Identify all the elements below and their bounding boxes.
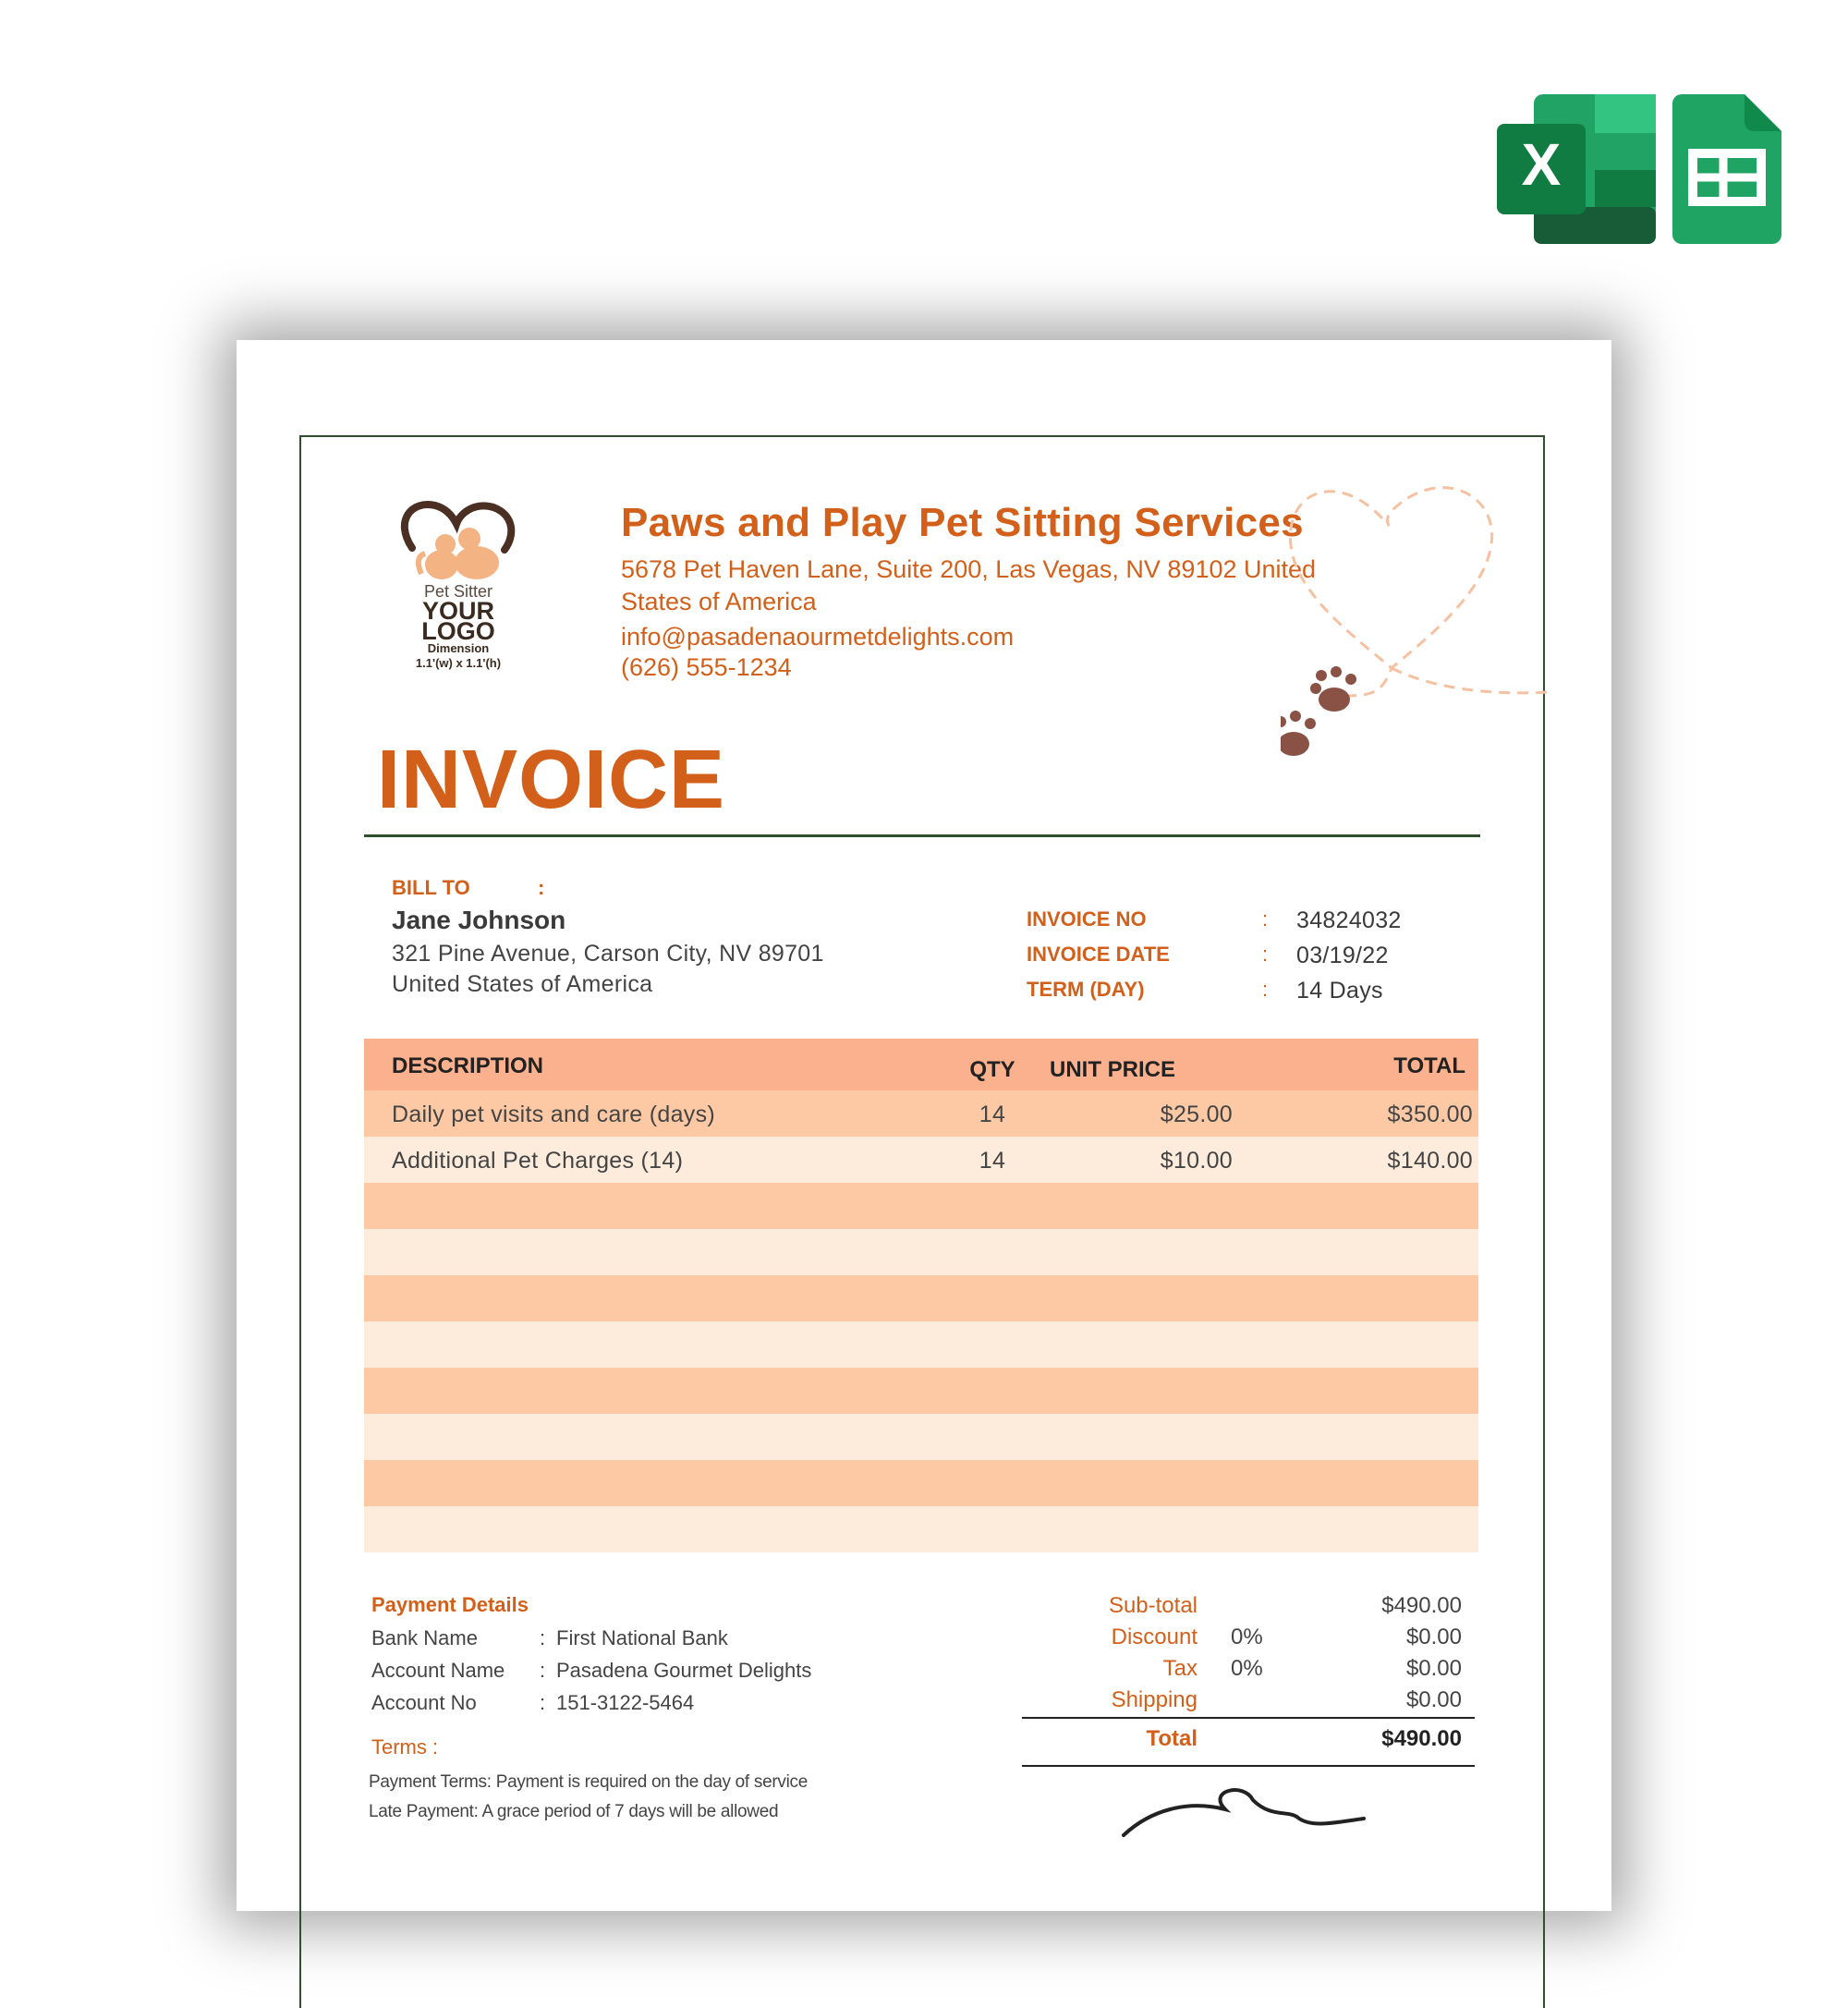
signature-icon: [1114, 1782, 1373, 1837]
table-row: [364, 1090, 1478, 1137]
account-no-value: 151-3122-5464: [556, 1691, 695, 1714]
header-unit-price: UNIT PRICE: [1050, 1057, 1176, 1082]
tax-pct: 0%: [1231, 1656, 1263, 1681]
invoice-number-label: INVOICE NO: [1027, 907, 1147, 931]
company-name: Paws and Play Pet Sitting Services: [621, 500, 1304, 545]
header-description: DESCRIPTION: [392, 1053, 544, 1078]
header-qty: QTY: [969, 1057, 1015, 1082]
title-divider: [364, 834, 1480, 837]
tax-value: $0.00: [1405, 1656, 1462, 1681]
total-top-rule: [1022, 1717, 1475, 1719]
account-name-row: [371, 1659, 926, 1686]
total-value: $490.00: [1381, 1726, 1462, 1751]
pet-logo-icon: [394, 493, 523, 585]
bank-name-row: [371, 1626, 926, 1654]
total-bottom-rule: [1022, 1765, 1475, 1767]
account-name-colon: :: [540, 1659, 546, 1682]
client-name: Jane Johnson: [392, 906, 566, 934]
account-name-value: Pasadena Gourmet Delights: [556, 1659, 812, 1682]
shipping-label: Shipping: [1111, 1687, 1198, 1712]
tax-label: Tax: [1162, 1656, 1198, 1681]
terms-line1: Payment Terms: Payment is required on the day of service: [369, 1772, 808, 1792]
logo-your-text: YOUR: [421, 597, 494, 625]
excel-icon: [1497, 94, 1656, 244]
term-value: 14 Days: [1296, 978, 1383, 1004]
term-row: [1027, 978, 1470, 1011]
discount-value: $0.00: [1405, 1625, 1462, 1649]
row-description: Daily pet visits and care (days): [392, 1101, 716, 1127]
logo-logo-text: LOGO: [421, 617, 495, 645]
total-row: [1022, 1726, 1475, 1756]
items-table: [364, 1039, 1478, 1552]
paw-print-1-icon: [1310, 666, 1356, 712]
table-row-empty: [364, 1275, 1478, 1321]
subtotal-row: [1022, 1593, 1475, 1623]
table-row-empty: [364, 1460, 1478, 1506]
terms-title: Terms :: [371, 1735, 439, 1759]
row-qty: 14: [979, 1148, 1006, 1174]
header-total: TOTAL: [1393, 1053, 1465, 1078]
company-logo: [394, 493, 523, 677]
subtotal-value: $490.00: [1381, 1593, 1462, 1618]
table-row: [364, 1137, 1478, 1183]
bill-to-label: BILL TO: [392, 876, 470, 899]
company-phone: (626) 555-1234: [621, 653, 792, 681]
subtotal-label: Sub-total: [1108, 1593, 1198, 1618]
term-colon: :: [1262, 978, 1269, 1001]
discount-label: Discount: [1111, 1625, 1198, 1649]
company-email: info@pasadenaourmetdelights.com: [621, 623, 1015, 651]
bank-name-colon: :: [540, 1626, 546, 1649]
logo-pet-sitter-text: Pet Sitter: [423, 582, 493, 601]
invoice-date-row: [1027, 943, 1470, 976]
invoice-paper: [237, 340, 1611, 1911]
term-label: TERM (DAY): [1027, 978, 1145, 1001]
excel-letter: X: [1521, 131, 1562, 198]
account-name-label: Account Name: [371, 1659, 505, 1682]
discount-pct: 0%: [1231, 1625, 1263, 1649]
table-row-empty: [364, 1321, 1478, 1368]
row-unit-price: $25.00: [1160, 1101, 1233, 1127]
bank-name-value: First National Bank: [556, 1626, 728, 1649]
logo-size-text: 1.1'(w) x 1.1'(h): [415, 656, 502, 670]
row-qty: 14: [979, 1101, 1006, 1127]
invoice-number-row: [1027, 907, 1470, 941]
shipping-row: [1022, 1687, 1475, 1717]
bill-to-colon: :: [538, 876, 545, 899]
client-address-line2: United States of America: [392, 971, 653, 997]
row-total: $350.00: [1387, 1101, 1473, 1127]
invoice-date-colon: :: [1262, 943, 1269, 966]
client-address-line1: 321 Pine Avenue, Carson City, NV 89701: [392, 941, 824, 967]
logo-dimension-text: Dimension: [427, 641, 490, 655]
table-row-empty: [364, 1414, 1478, 1460]
paw-print-2-icon: [1281, 711, 1316, 756]
account-no-colon: :: [540, 1691, 546, 1714]
heart-paw-decoration-icon: [1281, 474, 1549, 788]
google-sheets-icon: [1672, 94, 1781, 244]
table-row-empty: [364, 1506, 1478, 1552]
tax-row: [1022, 1656, 1475, 1686]
table-row-empty: [364, 1183, 1478, 1229]
account-no-row: [371, 1691, 926, 1719]
discount-row: [1022, 1625, 1475, 1654]
payment-details-title: Payment Details: [371, 1593, 529, 1616]
table-header: [364, 1039, 1478, 1090]
invoice-date-label: INVOICE DATE: [1027, 943, 1170, 966]
bank-name-label: Bank Name: [371, 1626, 478, 1649]
company-info: [621, 500, 1342, 684]
table-row-empty: [364, 1229, 1478, 1275]
company-address-line1: 5678 Pet Haven Lane, Suite 200, Las Vegas, NV 89102 United: [621, 555, 1317, 583]
total-label: Total: [1146, 1726, 1198, 1751]
company-address-line2: States of America: [621, 588, 817, 615]
row-unit-price: $10.00: [1160, 1148, 1233, 1174]
invoice-title: INVOICE: [377, 734, 726, 826]
row-total: $140.00: [1387, 1148, 1473, 1174]
row-description: Additional Pet Charges (14): [392, 1148, 684, 1174]
shipping-value: $0.00: [1405, 1687, 1462, 1712]
table-row-empty: [364, 1368, 1478, 1414]
invoice-number-colon: :: [1262, 907, 1269, 931]
invoice-date-value: 03/19/22: [1296, 943, 1389, 968]
terms-line2: Late Payment: A grace period of 7 days will be allowed: [369, 1802, 779, 1821]
account-no-label: Account No: [371, 1691, 477, 1714]
invoice-number-value: 34824032: [1296, 907, 1402, 933]
